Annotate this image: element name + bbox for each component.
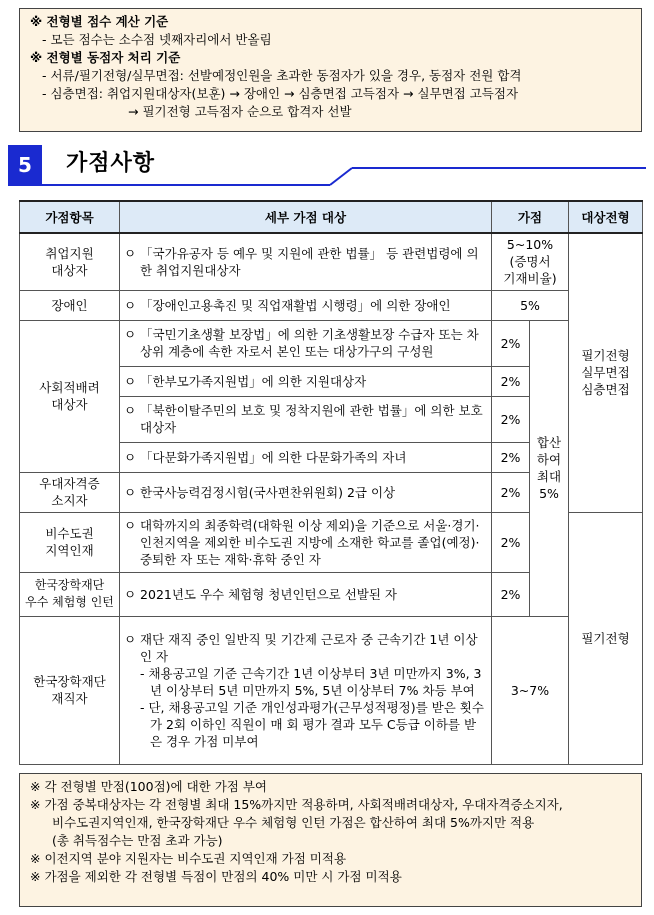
col-header-detail: 세부 가점 대상: [120, 201, 492, 233]
points-regional-talent: 2%: [492, 512, 530, 572]
points-social-care-3: 2%: [492, 396, 530, 442]
points-certificate: 2%: [492, 472, 530, 512]
table-row: [20, 616, 643, 764]
detail-intern: ㅇ 2021년도 우수 체험형 청년인턴으로 선발된 자: [124, 586, 398, 602]
detail-social-care-1: ㅇ 「국민기초생활 보장법」에 의한 기초생활보장 수급자 또는 차상위 계층에 속한 자로서 본인 또는 대상가구의 구성원: [124, 327, 479, 359]
section-number: 5: [8, 145, 42, 185]
tie-rule-written: - 서류/필기전형/실무면접: 선발예정인원을 초과한 동점자가 있을 경우, 동점자 전원 합격: [42, 68, 522, 83]
tie-rule-heading: ※ 전형별 동점자 처리 기준: [30, 50, 181, 65]
table-row: [20, 320, 643, 366]
col-header-target: 대상전형: [569, 201, 643, 233]
note-2-cont2: (총 취득점수는 만점 초과 가능): [52, 833, 223, 848]
detail-employee-sub2: - 단, 채용공고일 기준 개인성과평가(근무성적평정)를 받은 횟수가 2회 이하인 직원이 매 회 평가 결과 모두 C등급 이하를 받은 경우 가점 미부여: [140, 699, 484, 749]
note-2-cont: 비수도권지역인재, 한국장학재단 우수 체험형 인턴 가점은 합산하여 최대 5%까지만 적용: [52, 815, 535, 830]
notes-box: [19, 773, 642, 907]
detail-employment-support: ㅇ 「국가유공자 등 예우 및 지원에 관한 법률」 등 관련법령에 의한 취업지원대상자: [124, 245, 479, 278]
score-calc-rule: - 모든 점수는 소수점 넷째자리에서 반올림: [42, 32, 272, 47]
target-group-a: 필기전형 실무면접 심층면접: [569, 233, 643, 512]
points-intern: 2%: [492, 572, 530, 616]
item-regional-talent: 비수도권 지역인재: [20, 512, 120, 572]
table-header-row: [20, 201, 643, 233]
combined-max: 합산 하여 최대 5%: [530, 320, 569, 616]
item-employment-support: 취업지원 대상자: [20, 233, 120, 290]
note-4: ※ 가점을 제외한 각 전형별 득점이 만점의 40% 미만 시 가점 미적용: [30, 869, 402, 884]
detail-certificate: ㅇ 한국사능력검정시험(국사편찬위원회) 2급 이상: [124, 484, 396, 500]
detail-social-care-3: ㅇ 「북한이탈주민의 보호 및 정착지원에 관한 법률」에 의한 보호대상자: [124, 403, 483, 435]
table-row: [20, 290, 643, 320]
item-disabled: 장애인: [20, 290, 120, 320]
target-group-b: 필기전형: [569, 512, 643, 764]
item-social-care: 사회적배려 대상자: [20, 320, 120, 472]
section-title: 가점사항: [66, 151, 156, 176]
col-header-points: 가점: [492, 201, 569, 233]
scoring-criteria-box: [19, 8, 642, 132]
points-disabled: 5%: [492, 290, 569, 320]
col-header-item: 가점항목: [20, 201, 120, 233]
item-intern: 한국장학재단 우수 체험형 인턴: [20, 572, 120, 616]
tie-rule-interview-cont: → 필기전형 고득점자 순으로 합격자 선발: [128, 104, 352, 119]
detail-employee: ㅇ 재단 재직 중인 일반직 및 기간제 근로자 중 근속기간 1년 이상인 자: [124, 631, 478, 664]
detail-regional-talent: ㅇ 대학까지의 최종학력(대학원 이상 제외)을 기준으로 서울·경기·인천지역을 제외한 비수도권 지방에 소재한 학교를 졸업(예정)·중퇴한 자 또는 재학·휴학 중인 자: [124, 517, 480, 567]
detail-employee-sub1: - 채용공고일 기준 근속기간 1년 이상부터 3년 미만까지 3%, 3년 이상부터 5년 미만까지 5%, 5년 이상부터 7% 차등 부여: [140, 665, 482, 698]
bonus-points-table: [19, 200, 643, 765]
tie-rule-interview: - 심층면접: 취업지원대상자(보훈) → 장애인 → 심층면접 고득점자 → 실무면접 고득점자: [42, 86, 519, 101]
detail-social-care-4: ㅇ 「다문화가족지원법」에 의한 다문화가족의 자녀: [124, 449, 407, 465]
table-row: [20, 233, 643, 290]
score-calc-heading: ※ 전형별 점수 계산 기준: [30, 14, 169, 29]
note-3: ※ 이전지역 분야 지원자는 비수도권 지역인재 가점 미적용: [30, 851, 347, 866]
item-certificate: 우대자격증 소지자: [20, 472, 120, 512]
points-social-care-2: 2%: [492, 366, 530, 396]
note-1: ※ 각 전형별 만점(100점)에 대한 가점 부여: [30, 779, 267, 794]
points-social-care-1: 2%: [492, 320, 530, 366]
points-employment-support: 5~10% (증명서 기재비율): [492, 233, 569, 290]
points-employee: 3~7%: [492, 616, 569, 764]
item-employee: 한국장학재단 재직자: [20, 616, 120, 764]
detail-disabled: ㅇ 「장애인고용촉진 및 직업재활법 시행령」에 의한 장애인: [124, 297, 451, 313]
note-2: ※ 가점 중복대상자는 각 전형별 최대 15%까지만 적용하며, 사회적배려대상자, 우대자격증소지자,: [30, 797, 563, 812]
points-social-care-4: 2%: [492, 442, 530, 472]
detail-social-care-2: ㅇ 「한부모가족지원법」에 의한 지원대상자: [124, 373, 367, 389]
